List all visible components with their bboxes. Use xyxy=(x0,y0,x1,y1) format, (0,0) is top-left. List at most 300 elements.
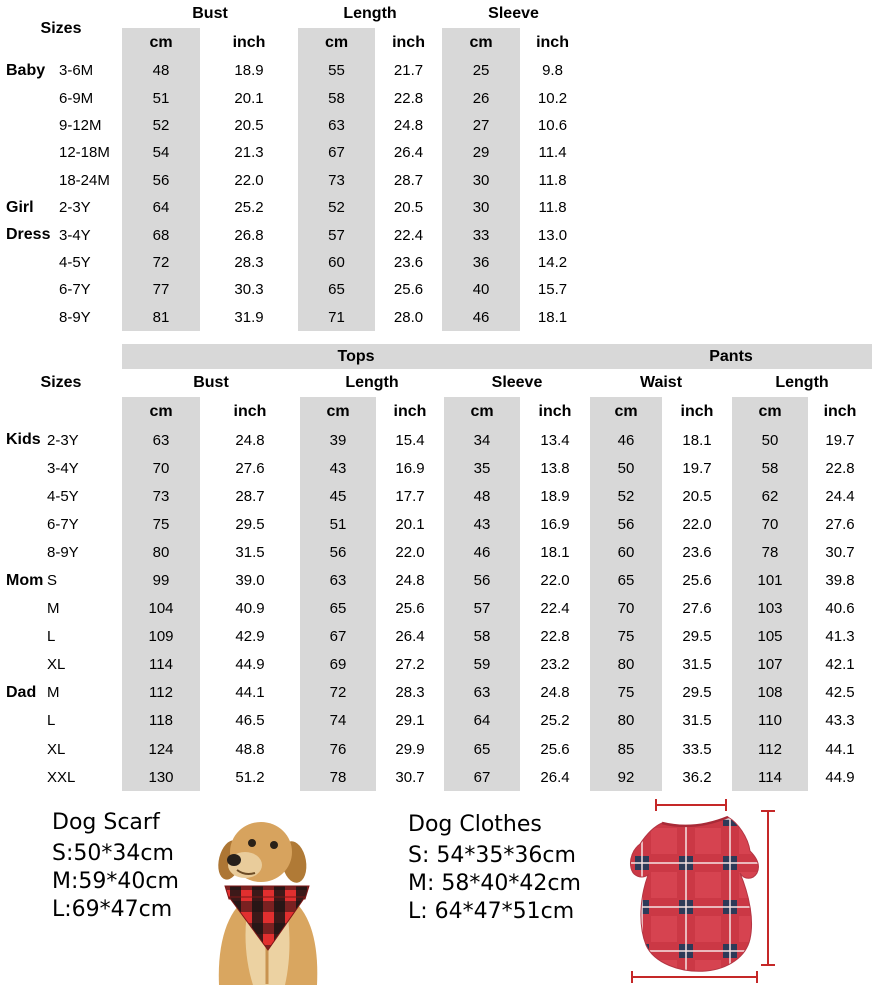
dog-clothes-sizes xyxy=(408,842,581,926)
col-header-bust: Bust xyxy=(192,5,228,22)
value-inch: 20.1 xyxy=(234,89,264,107)
col-header-sleeve: Sleeve xyxy=(488,5,539,22)
value-inch: 13.4 xyxy=(540,431,570,449)
row-size-label: 6-7Y xyxy=(59,281,91,299)
value-cm: 56 xyxy=(444,566,520,594)
value-cm: 40 xyxy=(442,276,520,303)
row-group-label xyxy=(0,84,58,111)
value-cm: 67 xyxy=(300,623,376,651)
value-inch: 28.3 xyxy=(234,253,264,271)
dog-with-bandana-image xyxy=(197,802,337,985)
value-cm: 26 xyxy=(442,84,520,111)
row-size-label: 4-5Y xyxy=(47,487,79,505)
value-inch: 18.9 xyxy=(540,487,570,505)
value-inch: 20.1 xyxy=(395,515,425,533)
value-cm: 114 xyxy=(732,763,808,791)
row-size-label: 3-6M xyxy=(59,62,94,80)
value-cm: 92 xyxy=(590,763,662,791)
value-inch: 30.7 xyxy=(825,543,855,561)
unit-header-inch: inch xyxy=(536,33,569,51)
value-inch: 25.6 xyxy=(540,740,570,758)
value-cm: 73 xyxy=(122,482,200,510)
value-cm: 74 xyxy=(300,707,376,735)
value-cm: 29 xyxy=(442,139,520,166)
table-row xyxy=(0,482,872,510)
table-row xyxy=(0,651,872,679)
value-inch: 23.6 xyxy=(682,543,712,561)
dog-eye-right xyxy=(270,841,278,849)
col-header-pants-length: Length xyxy=(775,374,829,391)
value-cm: 69 xyxy=(300,651,376,679)
table-row xyxy=(0,454,872,482)
value-inch: 10.2 xyxy=(537,89,568,107)
value-cm: 104 xyxy=(122,595,200,623)
col-header-bust: Bust xyxy=(193,374,229,391)
sizes-header: Sizes xyxy=(40,374,82,391)
row-size-label: 8-9Y xyxy=(47,543,79,561)
value-cm: 75 xyxy=(122,510,200,538)
value-inch: 31.5 xyxy=(682,712,712,730)
value-cm: 118 xyxy=(122,707,200,735)
value-cm: 56 xyxy=(122,167,200,194)
unit-header-row xyxy=(0,397,872,426)
value-cm: 43 xyxy=(300,454,376,482)
table-row xyxy=(0,112,585,139)
value-inch: 24.8 xyxy=(540,684,570,702)
value-inch: 29.5 xyxy=(682,628,712,646)
value-cm: 99 xyxy=(122,566,200,594)
value-inch: 25.6 xyxy=(393,281,424,299)
table-row xyxy=(0,735,872,763)
value-inch: 24.4 xyxy=(825,487,855,505)
value-inch: 29.5 xyxy=(682,684,712,702)
value-inch: 29.5 xyxy=(235,515,265,533)
value-inch: 31.5 xyxy=(235,543,265,561)
unit-header-cm: cm xyxy=(444,397,520,426)
value-cm: 70 xyxy=(590,595,662,623)
value-cm: 50 xyxy=(590,454,662,482)
value-cm: 112 xyxy=(732,735,808,763)
dog-scarf-title: Dog Scarf xyxy=(52,810,160,835)
category-band-row xyxy=(0,344,872,369)
value-inch: 22.4 xyxy=(393,226,424,244)
value-inch: 22.0 xyxy=(234,171,264,189)
value-inch: 16.9 xyxy=(540,515,570,533)
value-cm: 33 xyxy=(442,221,520,248)
row-group-label: Kids xyxy=(6,431,41,449)
value-cm: 59 xyxy=(444,651,520,679)
value-cm: 50 xyxy=(732,426,808,454)
value-inch: 21.7 xyxy=(393,62,424,80)
value-cm: 76 xyxy=(300,735,376,763)
value-cm: 70 xyxy=(732,510,808,538)
value-inch: 44.9 xyxy=(235,656,265,674)
size-spec-line: S:50*34cm xyxy=(52,841,174,866)
value-cm: 64 xyxy=(444,707,520,735)
value-inch: 48.8 xyxy=(235,740,265,758)
chest-width-arrow xyxy=(632,971,757,983)
value-inch: 44.9 xyxy=(825,768,855,786)
value-inch: 25.2 xyxy=(234,199,264,217)
value-inch: 33.5 xyxy=(682,740,712,758)
value-cm: 65 xyxy=(590,566,662,594)
row-group-label: Dress xyxy=(6,226,51,244)
value-cm: 25 xyxy=(442,57,520,84)
value-inch: 44.1 xyxy=(235,684,265,702)
size-table-kids-mom-dad xyxy=(0,344,872,791)
table-row xyxy=(0,276,585,303)
value-cm: 81 xyxy=(122,304,200,331)
row-group-label xyxy=(0,763,46,791)
unit-header-cm: cm xyxy=(122,28,200,57)
value-inch: 40.9 xyxy=(235,600,265,618)
value-cm: 55 xyxy=(298,57,375,84)
value-inch: 24.8 xyxy=(393,116,424,134)
value-cm: 72 xyxy=(122,249,200,276)
value-inch: 42.5 xyxy=(825,684,855,702)
value-cm: 63 xyxy=(300,566,376,594)
table-row xyxy=(0,221,585,248)
value-cm: 30 xyxy=(442,167,520,194)
row-size-label: M xyxy=(47,684,60,702)
row-size-label: 8-9Y xyxy=(59,308,91,326)
value-cm: 110 xyxy=(732,707,808,735)
value-inch: 27.6 xyxy=(825,515,855,533)
unit-header-inch: inch xyxy=(823,402,857,420)
value-inch: 29.1 xyxy=(395,712,425,730)
value-cm: 130 xyxy=(122,763,200,791)
value-cm: 60 xyxy=(590,538,662,566)
row-size-label: L xyxy=(47,628,56,646)
row-group-label xyxy=(0,651,46,679)
dog-scarf-sizes xyxy=(52,840,179,924)
band-tops: Tops xyxy=(122,344,590,369)
value-cm: 46 xyxy=(444,538,520,566)
value-inch: 30.3 xyxy=(234,281,264,299)
value-cm: 105 xyxy=(732,623,808,651)
row-group-label xyxy=(0,167,58,194)
value-cm: 75 xyxy=(590,623,662,651)
value-cm: 124 xyxy=(122,735,200,763)
row-group-label xyxy=(0,482,46,510)
value-inch: 18.1 xyxy=(537,308,568,326)
value-inch: 24.8 xyxy=(395,572,425,590)
dog-clothes-diagram xyxy=(620,797,872,987)
value-inch: 20.5 xyxy=(393,199,424,217)
value-cm: 65 xyxy=(300,595,376,623)
value-cm: 107 xyxy=(732,651,808,679)
value-cm: 56 xyxy=(300,538,376,566)
size-spec-line: M: 58*40*42cm xyxy=(408,871,581,896)
value-cm: 30 xyxy=(442,194,520,221)
value-inch: 15.7 xyxy=(537,281,568,299)
value-cm: 108 xyxy=(732,679,808,707)
value-cm: 78 xyxy=(732,538,808,566)
row-group-label xyxy=(0,276,58,303)
value-inch: 22.8 xyxy=(393,89,424,107)
row-size-label: 4-5Y xyxy=(59,253,91,271)
value-inch: 14.2 xyxy=(537,253,568,271)
value-inch: 42.9 xyxy=(235,628,265,646)
value-inch: 13.8 xyxy=(540,459,570,477)
value-inch: 51.2 xyxy=(235,768,265,786)
value-inch: 10.6 xyxy=(537,116,568,134)
value-cm: 67 xyxy=(444,763,520,791)
value-inch: 31.9 xyxy=(234,308,264,326)
row-group-label xyxy=(0,139,58,166)
value-cm: 51 xyxy=(300,510,376,538)
row-group-label: Dad xyxy=(6,683,37,701)
row-group-label xyxy=(0,304,58,331)
table-row xyxy=(0,538,872,566)
row-size-label: 3-4Y xyxy=(59,226,91,244)
unit-header-cm: cm xyxy=(732,397,808,426)
value-inch: 22.0 xyxy=(682,515,712,533)
table-row xyxy=(0,707,872,735)
value-cm: 57 xyxy=(298,221,375,248)
value-cm: 54 xyxy=(122,139,200,166)
col-header-length: Length xyxy=(343,5,397,22)
value-inch: 13.0 xyxy=(537,226,568,244)
value-inch: 28.3 xyxy=(395,684,425,702)
unit-header-cm: cm xyxy=(590,397,662,426)
value-inch: 28.0 xyxy=(393,308,424,326)
row-size-label: XL xyxy=(47,656,66,674)
value-inch: 26.8 xyxy=(234,226,264,244)
value-cm: 63 xyxy=(444,679,520,707)
unit-header-cm: cm xyxy=(298,28,375,57)
table-row xyxy=(0,139,585,166)
table-row xyxy=(0,623,872,651)
table-row xyxy=(0,566,872,594)
table-row xyxy=(0,249,585,276)
row-group-label xyxy=(0,623,46,651)
band-spacer xyxy=(0,344,122,369)
value-inch: 23.2 xyxy=(540,656,570,674)
row-size-label: L xyxy=(47,712,56,730)
value-cm: 48 xyxy=(444,482,520,510)
value-cm: 62 xyxy=(732,482,808,510)
value-inch: 19.7 xyxy=(825,431,855,449)
value-inch: 27.2 xyxy=(395,656,425,674)
value-inch: 11.8 xyxy=(538,199,567,217)
value-inch: 18.9 xyxy=(234,62,264,80)
row-group-label xyxy=(0,112,58,139)
table-row xyxy=(0,57,585,84)
row-group-label xyxy=(0,454,46,482)
value-cm: 58 xyxy=(444,623,520,651)
value-inch: 22.0 xyxy=(395,543,425,561)
value-cm: 75 xyxy=(590,679,662,707)
value-inch: 27.6 xyxy=(682,600,712,618)
value-cm: 56 xyxy=(590,510,662,538)
table-row xyxy=(0,426,872,454)
dog-eye-left xyxy=(248,839,256,847)
unit-header-inch: inch xyxy=(392,33,425,51)
unit-header-inch: inch xyxy=(232,33,266,51)
dog-clothes-title: Dog Clothes xyxy=(408,812,542,837)
value-inch: 26.4 xyxy=(540,768,570,786)
measure-header-row xyxy=(0,0,585,28)
size-table-baby-girl-dress xyxy=(0,0,585,331)
value-cm: 64 xyxy=(122,194,200,221)
value-cm: 103 xyxy=(732,595,808,623)
value-inch: 22.0 xyxy=(540,572,570,590)
value-inch: 16.9 xyxy=(395,459,425,477)
value-cm: 80 xyxy=(590,707,662,735)
value-inch: 20.5 xyxy=(682,487,712,505)
value-inch: 26.4 xyxy=(395,628,425,646)
measure-header-row xyxy=(0,369,872,397)
size-spec-line: L: 64*47*51cm xyxy=(408,899,575,924)
unit-header-inch: inch xyxy=(680,402,714,420)
unit-header-cm: cm xyxy=(300,397,376,426)
unit-header-inch: inch xyxy=(233,402,267,420)
value-cm: 51 xyxy=(122,84,200,111)
unit-header-cm: cm xyxy=(122,397,200,426)
col-header-sleeve: Sleeve xyxy=(491,374,543,391)
value-inch: 44.1 xyxy=(825,740,855,758)
value-cm: 73 xyxy=(298,167,375,194)
unit-header-inch: inch xyxy=(538,402,572,420)
value-inch: 30.7 xyxy=(395,768,425,786)
value-inch: 25.6 xyxy=(682,572,712,590)
value-cm: 57 xyxy=(444,595,520,623)
row-group-label xyxy=(0,595,46,623)
row-group-label xyxy=(0,707,46,735)
neck-width-arrow xyxy=(656,799,726,811)
value-cm: 65 xyxy=(444,735,520,763)
value-inch: 28.7 xyxy=(393,171,424,189)
value-inch: 11.4 xyxy=(538,144,567,162)
value-inch: 43.3 xyxy=(825,712,855,730)
value-cm: 58 xyxy=(298,84,375,111)
value-cm: 39 xyxy=(300,426,376,454)
value-inch: 20.5 xyxy=(234,116,264,134)
row-size-label: 2-3Y xyxy=(47,431,79,449)
value-inch: 42.1 xyxy=(825,656,855,674)
value-inch: 29.9 xyxy=(395,740,425,758)
table-row xyxy=(0,679,872,707)
row-size-label: 18-24M xyxy=(59,171,110,189)
value-inch: 25.2 xyxy=(540,712,570,730)
value-inch: 26.4 xyxy=(393,144,424,162)
row-size-label: 3-4Y xyxy=(47,459,79,477)
value-cm: 46 xyxy=(590,426,662,454)
value-cm: 72 xyxy=(300,679,376,707)
value-cm: 34 xyxy=(444,426,520,454)
value-cm: 46 xyxy=(442,304,520,331)
size-spec-line: S: 54*35*36cm xyxy=(408,843,576,868)
value-cm: 112 xyxy=(122,679,200,707)
value-inch: 9.8 xyxy=(542,62,563,80)
value-cm: 68 xyxy=(122,221,200,248)
dog-scarf-section xyxy=(52,810,179,924)
row-group-label xyxy=(0,735,46,763)
value-inch: 28.7 xyxy=(235,487,265,505)
garment-shape xyxy=(630,817,758,971)
col-header-waist: Waist xyxy=(639,374,683,391)
value-inch: 22.4 xyxy=(540,600,570,618)
dog-nose xyxy=(227,854,241,866)
row-size-label: XL xyxy=(47,740,66,758)
value-cm: 27 xyxy=(442,112,520,139)
value-cm: 78 xyxy=(300,763,376,791)
row-size-label: S xyxy=(47,572,58,590)
size-spec-line: M:59*40cm xyxy=(52,869,179,894)
row-group-label xyxy=(0,249,58,276)
value-inch: 39.8 xyxy=(825,572,855,590)
value-cm: 43 xyxy=(444,510,520,538)
value-cm: 48 xyxy=(122,57,200,84)
table-row xyxy=(0,84,585,111)
table-row xyxy=(0,595,872,623)
value-inch: 17.7 xyxy=(395,487,425,505)
value-inch: 19.7 xyxy=(682,459,712,477)
table-row xyxy=(0,194,585,221)
value-cm: 77 xyxy=(122,276,200,303)
value-cm: 36 xyxy=(442,249,520,276)
value-cm: 52 xyxy=(590,482,662,510)
length-arrow xyxy=(761,811,775,965)
value-inch: 22.8 xyxy=(825,459,855,477)
value-cm: 52 xyxy=(122,112,200,139)
value-inch: 36.2 xyxy=(682,768,712,786)
row-group-label xyxy=(0,538,46,566)
value-cm: 52 xyxy=(298,194,375,221)
row-group-label xyxy=(0,510,46,538)
value-cm: 114 xyxy=(122,651,200,679)
row-size-label: M xyxy=(47,600,60,618)
sizes-header: Sizes xyxy=(40,19,82,37)
value-inch: 46.5 xyxy=(235,712,265,730)
dog-clothes-section xyxy=(408,812,581,926)
value-cm: 109 xyxy=(122,623,200,651)
value-inch: 18.1 xyxy=(682,431,712,449)
value-cm: 80 xyxy=(590,651,662,679)
table-row xyxy=(0,167,585,194)
table-row xyxy=(0,763,872,791)
col-header-length: Length xyxy=(345,374,399,391)
band-pants: Pants xyxy=(590,344,872,369)
value-inch: 22.8 xyxy=(540,628,570,646)
value-cm: 45 xyxy=(300,482,376,510)
value-inch: 41.3 xyxy=(825,628,855,646)
value-cm: 85 xyxy=(590,735,662,763)
row-size-label: 2-3Y xyxy=(59,199,91,217)
value-inch: 25.6 xyxy=(395,600,425,618)
row-group-label: Mom xyxy=(6,571,44,589)
row-size-label: 9-12M xyxy=(59,116,102,134)
value-inch: 40.6 xyxy=(825,600,855,618)
value-cm: 65 xyxy=(298,276,375,303)
size-spec-line: L:69*47cm xyxy=(52,897,173,922)
value-cm: 58 xyxy=(732,454,808,482)
row-size-label: 6-7Y xyxy=(47,515,79,533)
unit-header-cm: cm xyxy=(442,28,520,57)
unit-header-inch: inch xyxy=(393,402,427,420)
value-cm: 35 xyxy=(444,454,520,482)
value-cm: 63 xyxy=(122,426,200,454)
value-inch: 18.1 xyxy=(540,543,570,561)
value-inch: 23.6 xyxy=(393,253,424,271)
value-inch: 24.8 xyxy=(235,431,265,449)
row-size-label: 6-9M xyxy=(59,89,94,107)
value-cm: 67 xyxy=(298,139,375,166)
row-size-label: 12-18M xyxy=(59,144,110,162)
row-size-label: XXL xyxy=(47,768,76,786)
value-cm: 71 xyxy=(298,304,375,331)
